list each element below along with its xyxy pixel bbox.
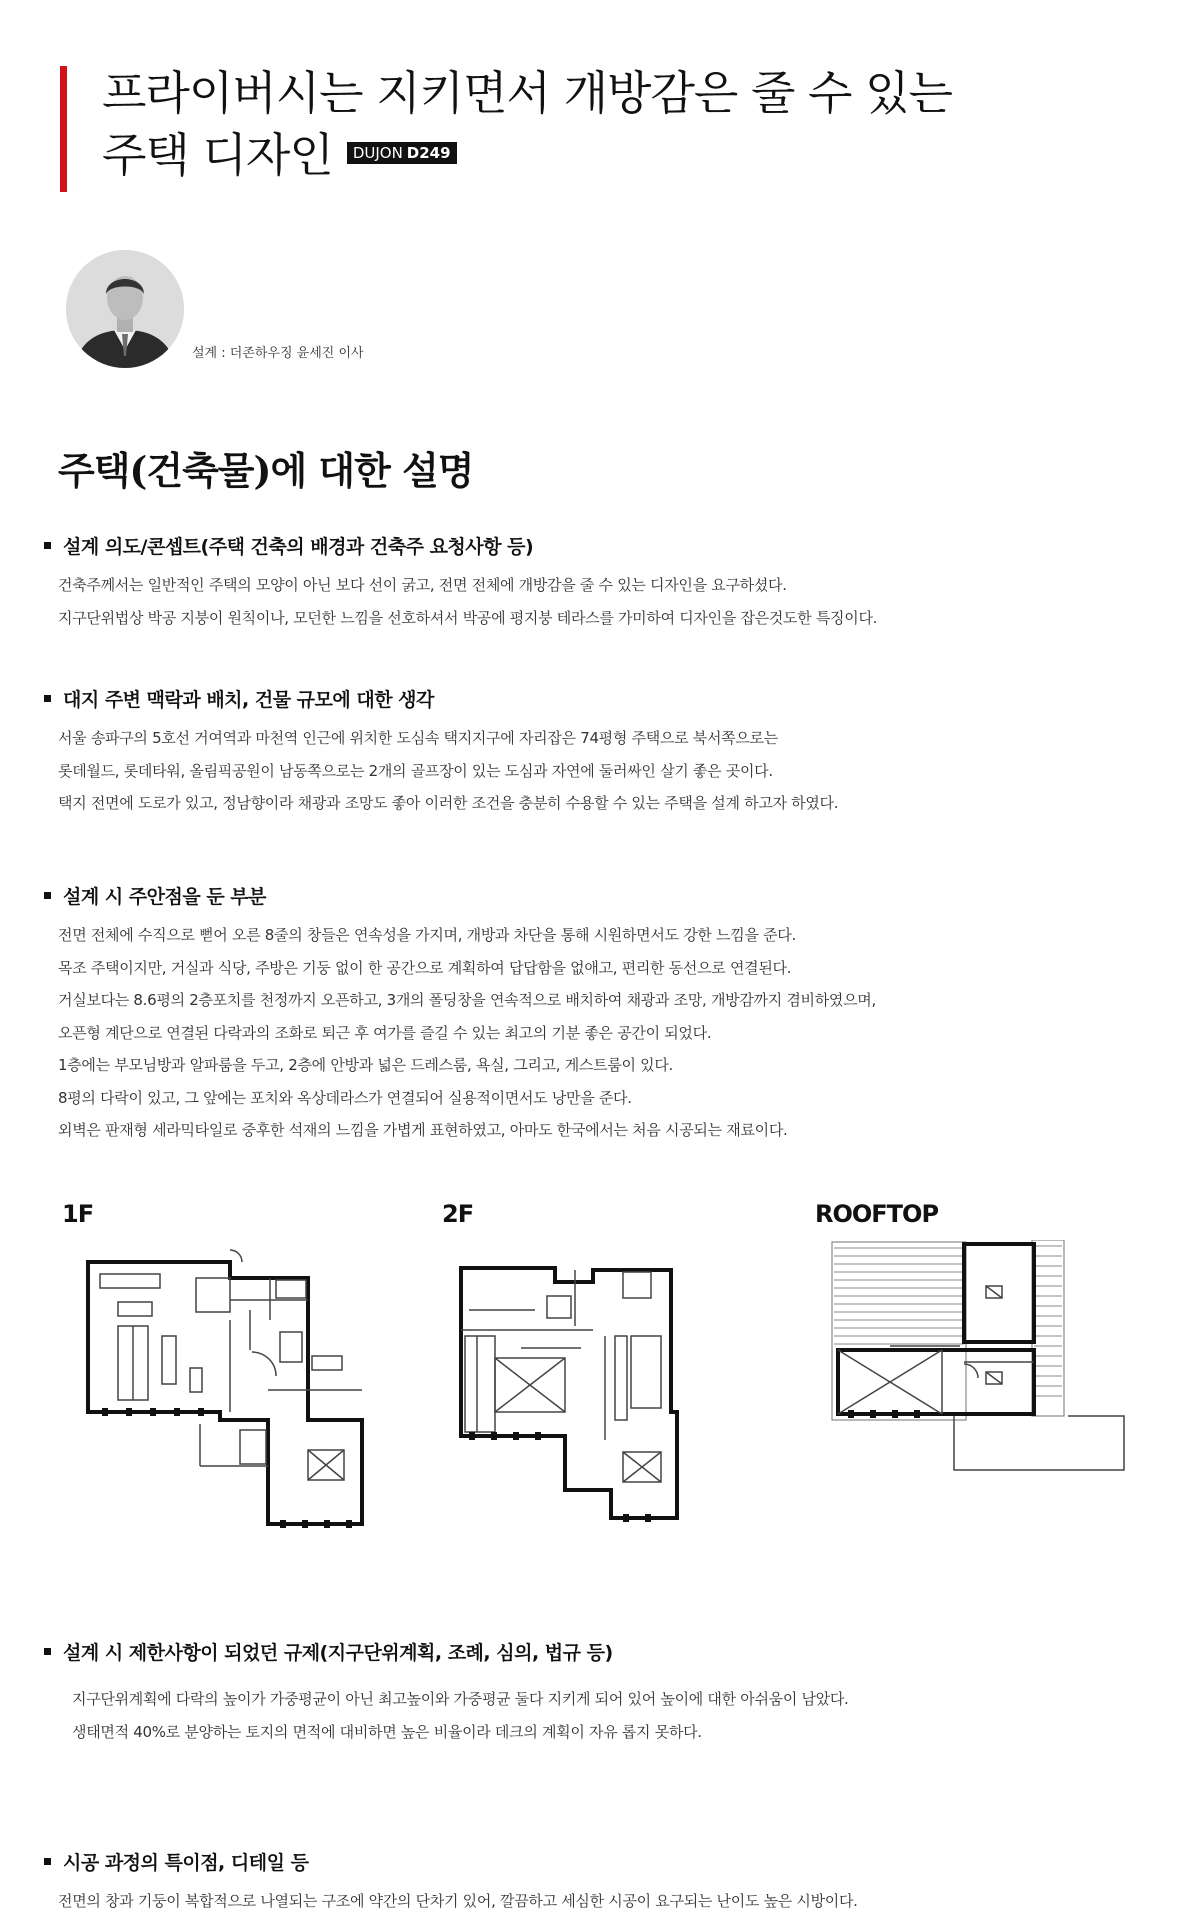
section-construction-details <box>44 1848 1164 1918</box>
text-line: 지구단위계획에 다락의 높이가 가중평균이 아닌 최고높이와 가중평균 둘다 지키게 되어 있어 높이에 대한 아쉬움이 남았다. <box>72 1690 849 1708</box>
accent-bar <box>60 66 67 192</box>
section-heading: 시공 과정의 특이점, 디테일 등 <box>44 1848 1164 1875</box>
text-line: 목조 주택이지만, 거실과 식당, 주방은 기둥 없이 한 공간으로 계획하여 답답함을 없애고, 편리한 동선으로 연결된다. <box>58 958 792 977</box>
section-design-focus <box>44 882 1164 1147</box>
plan-label-2f: 2F <box>442 1200 474 1228</box>
product-badge <box>347 142 457 164</box>
text-line: 지구단위법상 박공 지붕이 원칙이나, 모던한 느낌을 선호하셔서 박공에 평지붕 테라스를 가미하여 디자인을 잡은것도한 특징이다. <box>58 608 878 627</box>
text-line: 전면 전체에 수직으로 뻗어 오른 8줄의 창들은 연속성을 가지며, 개방과 차단을 통해 시원하면서도 강한 느낌을 준다. <box>58 926 796 944</box>
floor-plans <box>60 1200 1160 1530</box>
badge-code: D249 <box>406 143 451 162</box>
text-line: 외벽은 판재형 세라믹타일로 중후한 석재의 느낌을 가볍게 표현하였고, 아마도 한국에서는 처음 시공되는 재료이다. <box>58 1121 788 1139</box>
plan-label-1f: 1F <box>62 1200 94 1228</box>
floor-plan-rooftop-drawing <box>830 1240 1130 1530</box>
title-line-1: 프라이버시는 지키면서 개방감은 줄 수 있는 <box>102 66 952 120</box>
bullet-square-icon <box>44 892 51 899</box>
section-heading: 설계 의도/콘셉트(주택 건축의 배경과 건축주 요청사항 등) <box>44 532 1164 559</box>
section-design-intent <box>44 532 1164 634</box>
page-title <box>60 62 1160 186</box>
plan-label-rooftop: ROOFTOP <box>815 1200 939 1228</box>
text-line: 서울 송파구의 5호선 거여역과 마천역 인근에 위치한 도심속 택지지구에 자리잡은 74평형 주택으로 북서쪽으로는 <box>58 729 778 747</box>
bullet-square-icon <box>44 1858 51 1865</box>
section-heading: 설계 시 주안점을 둔 부분 <box>44 882 1164 909</box>
text-line: 생태면적 40%로 분양하는 토지의 면적에 대비하면 높은 비율이라 데크의 계획이 자유 롭지 못하다. <box>72 1722 702 1741</box>
title-line-2: 주택 디자인 <box>102 128 333 182</box>
text-line: 오픈형 계단으로 연결된 다락과의 조화로 퇴근 후 여가를 즐길 수 있는 최고의 기분 좋은 공간이 되었다. <box>58 1023 712 1042</box>
author-caption: 설계 : 더존하우징 윤세진 이사 <box>192 346 364 361</box>
bullet-square-icon <box>44 695 51 702</box>
author-block <box>66 250 364 368</box>
text-line: 롯데월드, 롯데타워, 올림픽공원이 남동쪽으로는 2개의 골프장이 있는 도심과 자연에 둘러싸인 살기 좋은 곳이다. <box>58 761 773 780</box>
floor-plan-1f-drawing <box>80 1240 380 1530</box>
text-line: 1층에는 부모님방과 알파룸을 두고, 2층에 안방과 넓은 드레스룸, 욕실, 그리고, 게스트룸이 있다. <box>58 1056 674 1074</box>
page-header <box>60 62 1160 186</box>
bullet-square-icon <box>44 1648 51 1655</box>
text-line: 전면의 창과 기둥이 복합적으로 나열되는 구조에 약간의 단차기 있어, 깔끔하고 세심한 시공이 요구되는 난이도 높은 시방이다. <box>58 1892 858 1910</box>
person-photo-icon <box>66 250 184 368</box>
text-line: 8평의 다락이 있고, 그 앞에는 포치와 옥상데라스가 연결되어 실용적이면서도 낭만을 준다. <box>58 1088 632 1107</box>
section-regulations <box>44 1638 1164 1748</box>
section-title: 주택(건축물)에 대한 설명 <box>58 448 474 493</box>
section-heading: 대지 주변 맥락과 배치, 건물 규모에 대한 생각 <box>44 685 1164 712</box>
text-line: 거실보다는 8.6평의 2층포치를 천정까지 오픈하고, 3개의 폴딩창을 연속적으로 배치하여 채광과 조망, 개방감까지 겸비하였으며, <box>58 991 876 1009</box>
floor-plan-2f-drawing <box>455 1240 735 1530</box>
badge-brand: DUJON <box>352 143 403 162</box>
bullet-square-icon <box>44 542 51 549</box>
avatar <box>66 250 184 368</box>
section-site-context <box>44 685 1164 820</box>
text-line: 택지 전면에 도로가 있고, 정남향이라 채광과 조망도 좋아 이러한 조건을 충분히 수용할 수 있는 주택을 설계 하고자 하였다. <box>58 794 839 812</box>
section-heading: 설계 시 제한사항이 되었던 규제(지구단위계획, 조례, 심의, 법규 등) <box>44 1638 1164 1665</box>
text-line: 건축주께서는 일반적인 주택의 모양이 아닌 보다 선이 굵고, 전면 전체에 개방감을 줄 수 있는 디자인을 요구하셨다. <box>58 576 787 594</box>
